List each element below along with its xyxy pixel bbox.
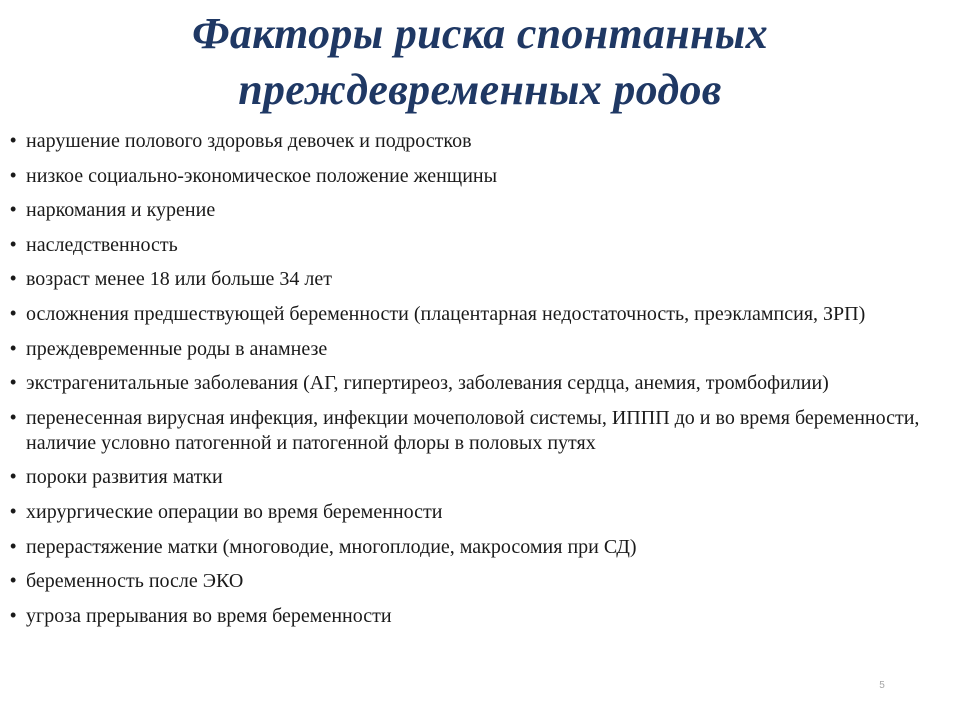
- list-item: • перерастяжение матки (многоводие, многоплодие, макросомия при СД): [8, 535, 952, 560]
- list-item: • угроза прерывания во время беременности: [8, 604, 952, 629]
- title-line-2: преждевременных родов: [238, 65, 722, 114]
- list-item: • наркомания и курение: [8, 198, 952, 223]
- title-line-1: Факторы риска спонтанных: [192, 9, 768, 58]
- slide-title: [0, 6, 960, 118]
- list-item: • беременность после ЭКО: [8, 569, 952, 594]
- list-item: • низкое социально-экономическое положение женщины: [8, 164, 952, 189]
- list-item: • нарушение полового здоровья девочек и подростков: [8, 129, 952, 154]
- list-item: • осложнения предшествующей беременности (плацентарная недостаточность, преэклампсия, ЗРП): [8, 302, 952, 327]
- page-number: 5: [879, 680, 885, 691]
- risk-factor-list: [8, 129, 952, 638]
- list-item: • пороки развития матки: [8, 465, 952, 490]
- list-item: • преждевременные роды в анамнезе: [8, 337, 952, 362]
- list-item: • экстрагенитальные заболевания (АГ, гипертиреоз, заболевания сердца, анемия, тромбофилии): [8, 371, 952, 396]
- list-item: • наследственность: [8, 233, 952, 258]
- list-item: • хирургические операции во время беременности: [8, 500, 952, 525]
- list-item: • перенесенная вирусная инфекция, инфекции мочеполовой системы, ИППП до и во время беременности, наличие условно патогенной и патогенной флоры в половых путях: [8, 406, 952, 456]
- list-item: • возраст менее 18 или больше 34 лет: [8, 267, 952, 292]
